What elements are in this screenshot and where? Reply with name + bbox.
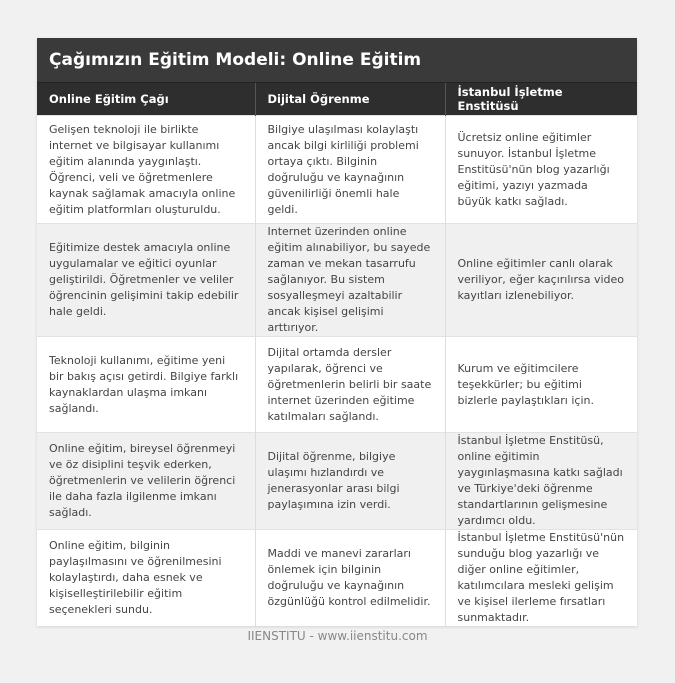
table-title: Çağımızın Eğitim Modeli: Online Eğitim xyxy=(37,38,637,83)
table-cell: Online eğitim, bireysel öğrenmeyi ve öz disiplini teşvik ederken, öğretmenlerin ve velilerin öğrenci ile daha fazla ilgilenme imkanı sağladı. xyxy=(37,433,255,530)
table-cell: Internet üzerinden online eğitim alınabiliyor, bu sayede zaman ve mekan tasarrufu sağlanıyor. Bu sistem sosyalleşmeyi azaltabilir ancak kişisel gelişimi arttırıyor. xyxy=(255,224,445,337)
comparison-table xyxy=(37,83,637,626)
table-cell: İstanbul İşletme Enstitüsü'nün sunduğu blog yazarlığı ve diğer online eğitimler, katılımcılara mesleki gelişim ve kişisel ilerleme fırsatları sunmaktadır. xyxy=(445,530,637,627)
table-cell: Dijital öğrenme, bilgiye ulaşımı hızlandırdı ve jenerasyonlar arası bilgi paylaşımına izin verdi. xyxy=(255,433,445,530)
column-header: Dijital Öğrenme xyxy=(255,83,445,116)
table-row xyxy=(37,530,637,627)
table-row xyxy=(37,116,637,224)
table-cell: Gelişen teknoloji ile birlikte internet ve bilgisayar kullanımı eğitim alanında yaygınlaştı. Öğrenci, veli ve öğretmenlere kaynak sağlamak amacıyla online eğitim platformları oluşturuldu. xyxy=(37,116,255,224)
table-cell: Online eğitimler canlı olarak veriliyor, eğer kaçırılırsa video kayıtları izlenebiliyor. xyxy=(445,224,637,337)
table-cell: Eğitimize destek amacıyla online uygulamalar ve eğitici oyunlar geliştirildi. Öğretmenler ve veliler öğrencinin gelişimini takip edebilir hale geldi. xyxy=(37,224,255,337)
table-row xyxy=(37,433,637,530)
table-cell: Maddi ve manevi zararları önlemek için bilginin doğruluğu ve kaynağının özgünlüğü kontrol edilmelidir. xyxy=(255,530,445,627)
footer-credit: IIENSTITU - www.iienstitu.com xyxy=(247,629,428,643)
table-cell: Bilgiye ulaşılması kolaylaştı ancak bilgi kirliliği problemi ortaya çıktı. Bilginin doğruluğu ve kaynağının güvenilirliği önemli hale geldi. xyxy=(255,116,445,224)
header-row xyxy=(37,83,637,116)
table-row xyxy=(37,337,637,433)
table-cell: Kurum ve eğitimcilere teşekkürler; bu eğitimi bizlerle paylaştıkları için. xyxy=(445,337,637,433)
table-cell: İstanbul İşletme Enstitüsü, online eğitimin yaygınlaşmasına katkı sağladı ve Türkiye'deki öğrenme standartlarının gelişmesine yardımcı oldu. xyxy=(445,433,637,530)
table-row xyxy=(37,224,637,337)
column-header: İstanbul İşletme Enstitüsü xyxy=(445,83,637,116)
table-cell: Online eğitim, bilginin paylaşılmasını ve öğrenilmesini kolaylaştırdı, daha esnek ve kişiselleştirilebilir eğitim seçenekleri sundu. xyxy=(37,530,255,627)
table-cell: Ücretsiz online eğitimler sunuyor. İstanbul İşletme Enstitüsü'nün blog yazarlığı eğitimi, yazıyı yazmada büyük katkı sağladı. xyxy=(445,116,637,224)
table-cell: Dijital ortamda dersler yapılarak, öğrenci ve öğretmenlerin belirli bir saate internet üzerinden eğitime katılmaları sağlandı. xyxy=(255,337,445,433)
table-cell: Teknoloji kullanımı, eğitime yeni bir bakış açısı getirdi. Bilgiye farklı kaynaklardan ulaşma imkanı sağlandı. xyxy=(37,337,255,433)
column-header: Online Eğitim Çağı xyxy=(37,83,255,116)
table-card xyxy=(37,38,637,626)
